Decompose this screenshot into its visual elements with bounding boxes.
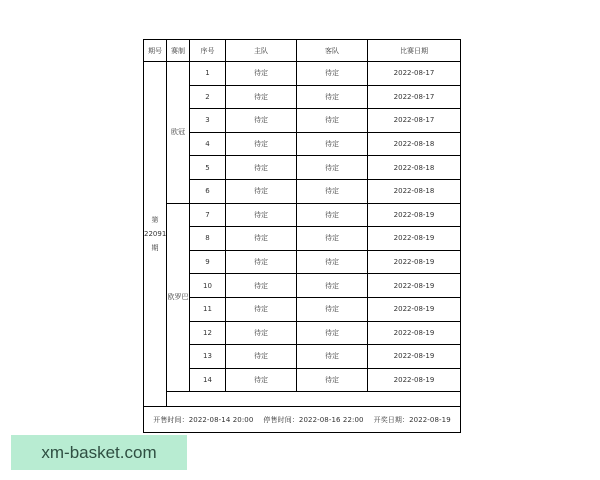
table-row (144, 274, 461, 298)
home-team-cell: 待定 (226, 297, 297, 321)
table-row (144, 227, 461, 251)
period-line1: 第 (151, 216, 159, 225)
match-date-cell: 2022-08-17 (368, 85, 461, 109)
match-date-cell: 2022-08-17 (368, 62, 461, 86)
table-row (144, 156, 461, 180)
draw-date: 开奖日期：2022-08-19 (373, 415, 451, 424)
footer-row (144, 407, 461, 433)
away-team-cell: 待定 (297, 227, 368, 251)
seq-cell: 14 (190, 368, 226, 392)
seq-cell: 4 (190, 132, 226, 156)
sale-start-time: 开售时间：2022-08-14 20:00 (153, 415, 254, 424)
seq-cell: 6 (190, 179, 226, 203)
schedule-sheet (143, 39, 460, 433)
away-team-cell: 待定 (297, 203, 368, 227)
match-date-cell: 2022-08-19 (368, 321, 461, 345)
period-cell (144, 62, 167, 407)
away-team-cell: 待定 (297, 297, 368, 321)
match-date-cell: 2022-08-19 (368, 368, 461, 392)
seq-cell: 13 (190, 345, 226, 369)
home-team-cell: 待定 (226, 227, 297, 251)
match-date-cell: 2022-08-19 (368, 203, 461, 227)
home-team-cell: 待定 (226, 345, 297, 369)
header-date: 比赛日期 (368, 40, 461, 62)
match-date-cell: 2022-08-18 (368, 132, 461, 156)
header-competition: 赛制 (167, 40, 190, 62)
match-date-cell: 2022-08-19 (368, 227, 461, 251)
match-date-cell: 2022-08-19 (368, 297, 461, 321)
seq-cell: 2 (190, 85, 226, 109)
home-team-cell: 待定 (226, 250, 297, 274)
blank-cell (167, 392, 461, 407)
home-team-cell: 待定 (226, 321, 297, 345)
seq-cell: 7 (190, 203, 226, 227)
home-team-cell: 待定 (226, 368, 297, 392)
seq-cell: 3 (190, 109, 226, 133)
watermark (11, 435, 187, 470)
table-row (144, 250, 461, 274)
match-date-cell: 2022-08-17 (368, 109, 461, 133)
schedule-table (143, 39, 461, 433)
away-team-cell: 待定 (297, 368, 368, 392)
home-team-cell: 待定 (226, 85, 297, 109)
footer-cell (144, 407, 461, 433)
table-row (144, 368, 461, 392)
away-team-cell: 待定 (297, 250, 368, 274)
seq-cell: 11 (190, 297, 226, 321)
home-team-cell: 待定 (226, 179, 297, 203)
match-date-cell: 2022-08-18 (368, 156, 461, 180)
competition-cell: 欧冠 (167, 62, 190, 204)
header-away: 客队 (297, 40, 368, 62)
seq-cell: 9 (190, 250, 226, 274)
away-team-cell: 待定 (297, 132, 368, 156)
table-row (144, 62, 461, 86)
seq-cell: 10 (190, 274, 226, 298)
table-row (144, 321, 461, 345)
away-team-cell: 待定 (297, 109, 368, 133)
away-team-cell: 待定 (297, 156, 368, 180)
match-date-cell: 2022-08-19 (368, 274, 461, 298)
period-line2: 22091 (144, 230, 167, 239)
table-row (144, 203, 461, 227)
home-team-cell: 待定 (226, 62, 297, 86)
table-row (144, 345, 461, 369)
table-row (144, 297, 461, 321)
seq-cell: 8 (190, 227, 226, 251)
away-team-cell: 待定 (297, 274, 368, 298)
seq-cell: 12 (190, 321, 226, 345)
home-team-cell: 待定 (226, 132, 297, 156)
away-team-cell: 待定 (297, 321, 368, 345)
header-seq: 序号 (190, 40, 226, 62)
seq-cell: 1 (190, 62, 226, 86)
away-team-cell: 待定 (297, 345, 368, 369)
watermark-text: xm-basket.com (41, 442, 157, 462)
table-row (144, 132, 461, 156)
match-date-cell: 2022-08-19 (368, 345, 461, 369)
home-team-cell: 待定 (226, 109, 297, 133)
away-team-cell: 待定 (297, 179, 368, 203)
period-line3: 期 (151, 244, 159, 253)
away-team-cell: 待定 (297, 62, 368, 86)
match-date-cell: 2022-08-18 (368, 179, 461, 203)
home-team-cell: 待定 (226, 274, 297, 298)
header-row (144, 40, 461, 62)
competition-cell: 欧罗巴 (167, 203, 190, 392)
seq-cell: 5 (190, 156, 226, 180)
home-team-cell: 待定 (226, 156, 297, 180)
away-team-cell: 待定 (297, 85, 368, 109)
table-row (144, 179, 461, 203)
table-row (144, 109, 461, 133)
table-row (144, 85, 461, 109)
sale-stop-time: 停售时间：2022-08-16 22:00 (263, 415, 364, 424)
header-home: 主队 (226, 40, 297, 62)
match-date-cell: 2022-08-19 (368, 250, 461, 274)
blank-row (144, 392, 461, 407)
schedule-body (144, 62, 461, 433)
home-team-cell: 待定 (226, 203, 297, 227)
header-period: 期号 (144, 40, 167, 62)
